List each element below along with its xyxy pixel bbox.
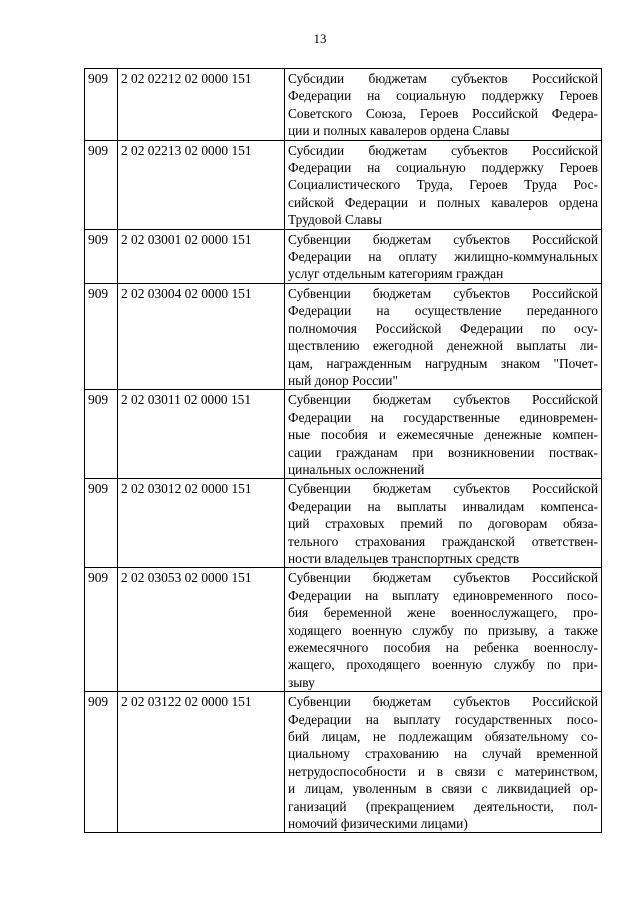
description-line: ции и полных кавалеров ордена Славы	[288, 123, 510, 139]
description-line: Субвенции бюджетам субъектов Российской	[288, 694, 598, 710]
table-row	[85, 229, 602, 283]
description-line: Субвенции бюджетам субъектов Российской	[288, 285, 598, 301]
description-line: Субвенции бюджетам субъектов Российской	[288, 231, 598, 247]
page-number: 13	[313, 31, 327, 46]
description-line: ходящего военную службу по призыву, а также	[288, 622, 598, 638]
admin-code-cell: 909	[85, 568, 118, 692]
description-line: Субвенции бюджетам субъектов Российской	[288, 481, 598, 497]
description-cell	[285, 283, 602, 389]
table-row	[85, 69, 602, 141]
description-line: цинальных осложнений	[288, 461, 425, 477]
description-line: сийской Федерации и полных кавалеров ордена	[288, 194, 598, 210]
admin-code-cell: 909	[85, 229, 118, 283]
description-line: Федерации на осуществление переданного	[288, 303, 598, 319]
description-line: сации гражданам при возникновении поствак-	[288, 444, 598, 460]
description-line: бий лицам, не подлежащим обязательному со-	[288, 729, 598, 745]
description-line: ганизаций (прекращением деятельности, пол-	[288, 798, 598, 814]
description-line: Советского Союза, Героев Российской Федера-	[288, 105, 598, 121]
description-cell	[285, 69, 602, 141]
description-line: услуг отдельным категориям граждан	[288, 266, 504, 282]
description-line: Субвенции бюджетам субъектов Российской	[288, 570, 598, 586]
description-line: Субвенции бюджетам субъектов Российской	[288, 392, 598, 408]
description-line: Федерации на социальную поддержку Героев	[288, 88, 598, 104]
description-cell	[285, 692, 602, 833]
description-line: циальному страхованию на случай временной	[288, 746, 598, 762]
description-line: Федерации на выплаты инвалидам компенса-	[288, 498, 598, 514]
description-line: Социалистического Труда, Героев Труда Рос-	[288, 177, 598, 193]
description-line: Федерации на государственные единовремен-	[288, 409, 598, 425]
description-line: Федерации на выплату единовременного посо-	[288, 587, 598, 603]
table-row	[85, 283, 602, 389]
description-line: ществлению ежегодной денежной выплаты ли-	[288, 338, 598, 354]
description-cell	[285, 140, 602, 229]
description-line: и лицам, уволенным в связи с ликвидацией ор-	[288, 781, 598, 797]
admin-code-cell: 909	[85, 283, 118, 389]
table-row	[85, 390, 602, 479]
admin-code-cell: 909	[85, 390, 118, 479]
description-cell	[285, 479, 602, 568]
table-row	[85, 692, 602, 833]
budget-classification-table	[84, 68, 602, 833]
admin-code-cell: 909	[85, 692, 118, 833]
description-line: бия беременной жене военнослужащего, про-	[288, 605, 598, 621]
classification-code-cell: 2 02 03011 02 0000 151	[118, 390, 285, 479]
description-cell	[285, 568, 602, 692]
table-row	[85, 140, 602, 229]
description-line: полномочия Российской Федерации по осу-	[288, 320, 598, 336]
description-line: жащего, проходящего военную службу по при-	[288, 657, 598, 673]
description-line: Субсидии бюджетам субъектов Российской	[288, 71, 598, 86]
classification-code-cell: 2 02 02213 02 0000 151	[118, 140, 285, 229]
description-line: Трудовой Славы	[288, 212, 382, 228]
description-cell	[285, 390, 602, 479]
admin-code-cell: 909	[85, 69, 118, 141]
description-line: Федерации на выплату государственных посо-	[288, 711, 598, 727]
description-line: Федерации на социальную поддержку Героев	[288, 160, 598, 176]
description-line: нетрудоспособности и в связи с материнством,	[288, 763, 598, 779]
classification-code-cell: 2 02 02212 02 0000 151	[118, 69, 285, 141]
description-line: тельного страхования гражданской ответствен-	[288, 533, 598, 549]
description-line: ные пособия и ежемесячные денежные компен-	[288, 427, 598, 443]
description-line: ежемесячного пособия на ребенка военнослу-	[288, 640, 598, 655]
description-cell	[285, 229, 602, 283]
table-body	[85, 69, 602, 833]
classification-code-cell: 2 02 03122 02 0000 151	[118, 692, 285, 833]
table-row	[85, 568, 602, 692]
table-row	[85, 479, 602, 568]
description-line: Субсидии бюджетам субъектов Российской	[288, 142, 598, 158]
classification-code-cell: 2 02 03001 02 0000 151	[118, 229, 285, 283]
description-line: Федерации на оплату жилищно-коммунальных	[288, 249, 598, 265]
admin-code-cell: 909	[85, 140, 118, 229]
description-line: цам, награжденным нагрудным знаком "Почет-	[288, 355, 598, 371]
description-line: ности владельцев транспортных средств	[288, 550, 520, 566]
admin-code-cell: 909	[85, 479, 118, 568]
description-line: ций страховых премий по договорам обяза-	[288, 516, 598, 532]
classification-code-cell: 2 02 03004 02 0000 151	[118, 283, 285, 389]
classification-code-cell: 2 02 03012 02 0000 151	[118, 479, 285, 568]
description-line: номочий физическими лицами)	[288, 816, 468, 832]
description-line: ный донор России"	[288, 372, 398, 388]
description-line: зыву	[288, 674, 315, 690]
classification-code-cell: 2 02 03053 02 0000 151	[118, 568, 285, 692]
